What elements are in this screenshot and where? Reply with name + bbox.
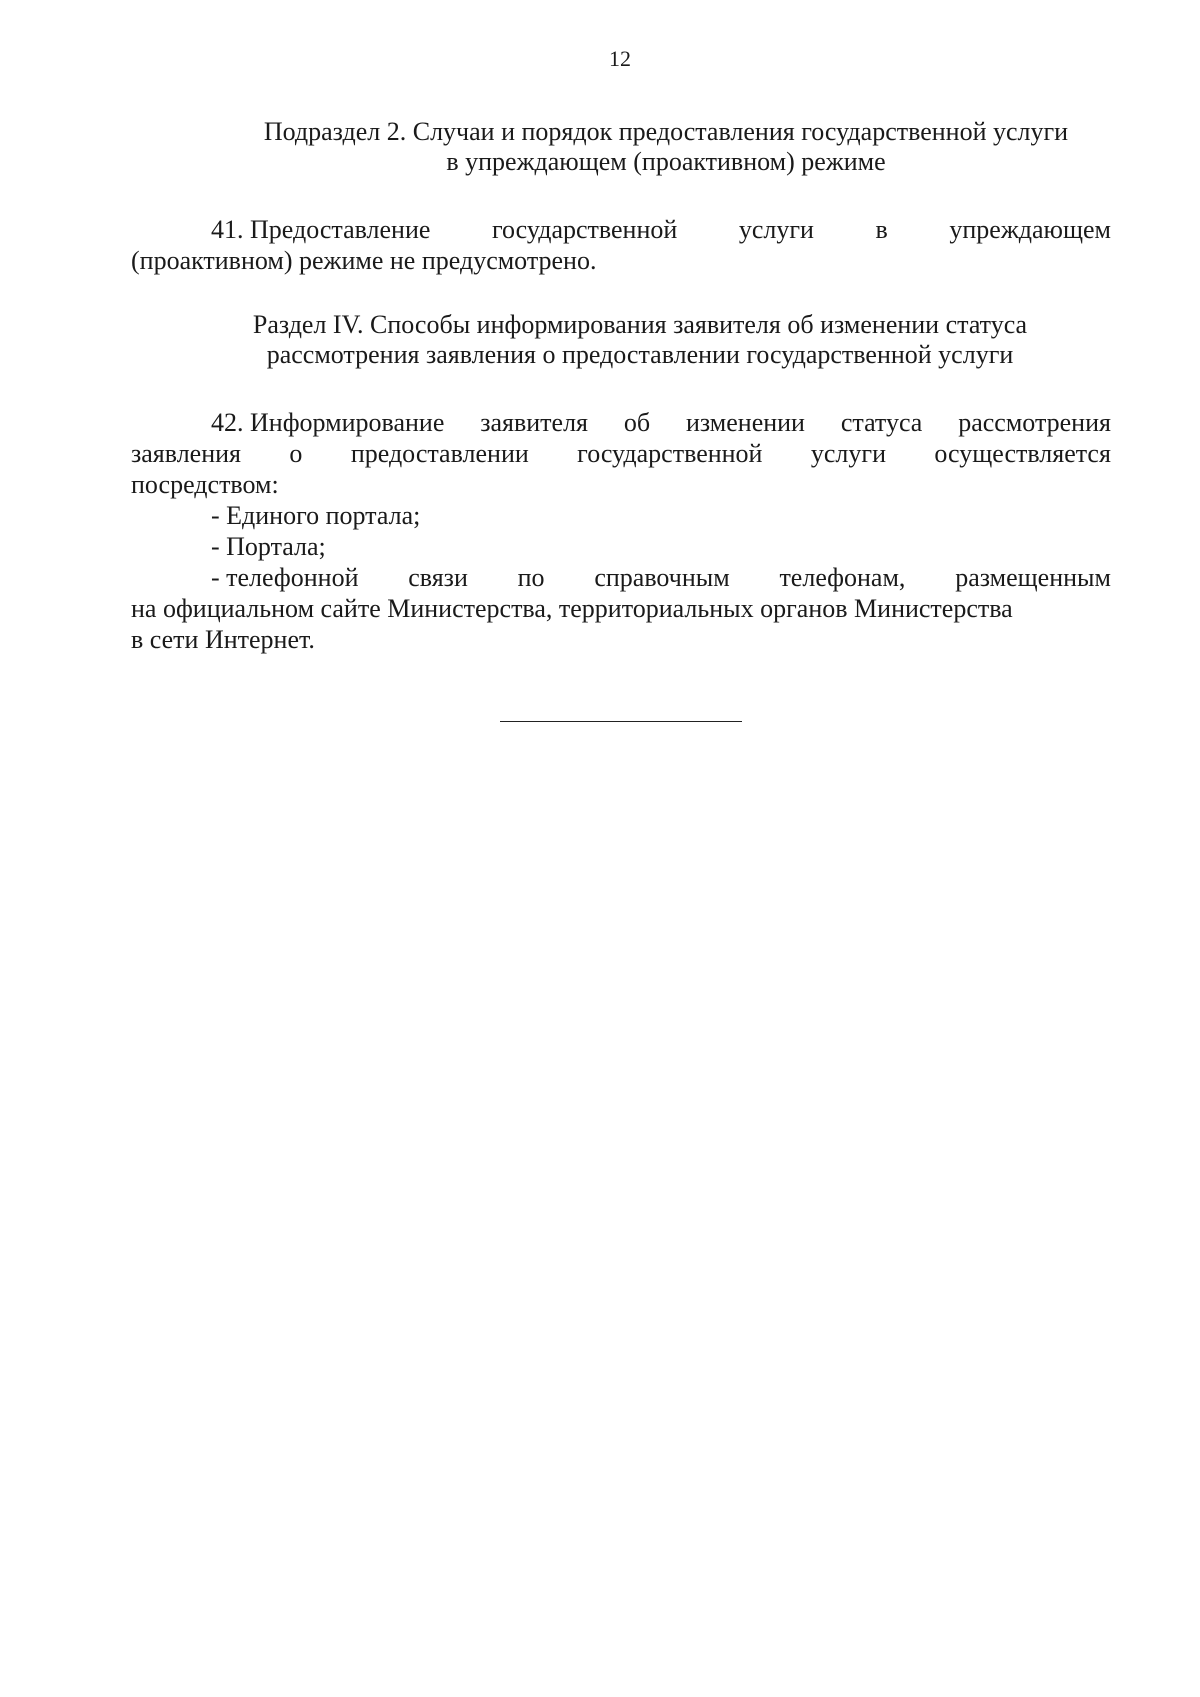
list-item-telephone-line-1: [131, 562, 1111, 593]
paragraph-41-line-1: [131, 214, 1111, 245]
section-heading: [170, 310, 1110, 370]
word: справочным: [594, 563, 730, 592]
word: статуса: [840, 408, 923, 437]
word: осуществляется: [934, 439, 1111, 468]
word: изменении: [685, 408, 805, 437]
word: - телефонной: [211, 563, 359, 592]
word: по: [517, 563, 545, 592]
paragraph-42-line-3: посредством:: [131, 470, 279, 499]
word: услуги: [810, 439, 886, 468]
word: размещенным: [955, 563, 1111, 592]
paragraph-42-line-2: [131, 438, 1111, 469]
paragraph-41-line-2: (проактивном) режиме не предусмотрено.: [131, 246, 597, 275]
list-item-telephone-line-2: на официальном сайте Министерства, территориальных органов Министерства: [131, 594, 1013, 623]
word: о: [289, 439, 303, 468]
word: заявления: [131, 439, 242, 468]
paragraph-42-line-1: [131, 407, 1111, 438]
list-item-portal: - Портала;: [211, 532, 326, 561]
subsection-heading-line-2: в упреждающем (проактивном) режиме: [446, 147, 886, 176]
page-number: 12: [609, 46, 631, 71]
word: предоставлении: [350, 439, 529, 468]
word: 41. Предоставление: [211, 215, 431, 244]
subsection-heading-line-1: Подраздел 2. Случаи и порядок предоставления государственной услуги: [263, 117, 1069, 146]
list-item-telephone-line-3: в сети Интернет.: [131, 625, 315, 654]
word: телефонам,: [779, 563, 906, 592]
section-heading-line-2: рассмотрения заявления о предоставлении государственной услуги: [266, 340, 1014, 369]
paragraph-42: [131, 407, 1111, 655]
end-of-text-rule: [500, 721, 742, 722]
word: упреждающем: [949, 215, 1111, 244]
word: заявителя: [480, 408, 589, 437]
word: рассмотрения: [958, 408, 1111, 437]
word: услуги: [738, 215, 814, 244]
paragraph-41: [131, 214, 1111, 276]
word: в: [875, 215, 888, 244]
list-item-unified-portal: - Единого портала;: [211, 501, 421, 530]
word: государственной: [577, 439, 763, 468]
word: государственной: [492, 215, 678, 244]
subsection-heading: [196, 117, 1136, 177]
word: связи: [408, 563, 468, 592]
word: 42. Информирование: [211, 408, 445, 437]
word: об: [623, 408, 651, 437]
section-heading-line-1: Раздел IV. Способы информирования заявителя об изменении статуса: [252, 310, 1028, 339]
